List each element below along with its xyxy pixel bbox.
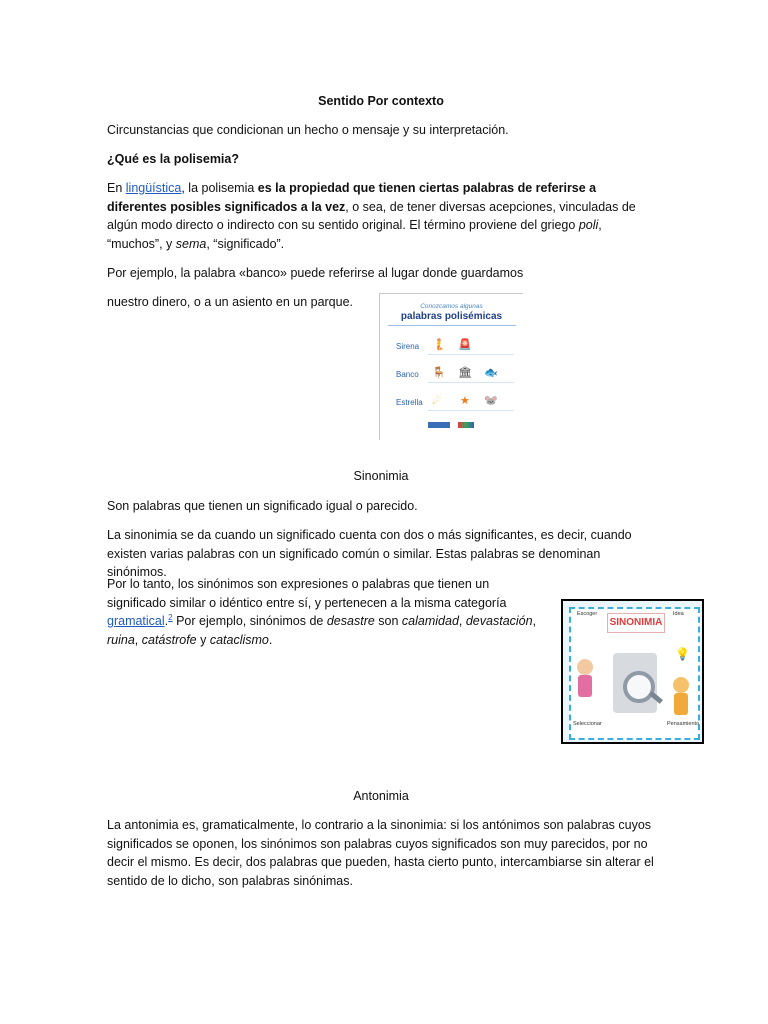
kid-boy-icon (673, 677, 689, 693)
bold-definition: es la propiedad que tienen ciertas palabras de referirse a diferentes posibles significados a la vez (107, 181, 597, 214)
paragraph-ejemplo-banco: Por ejemplo, la palabra «banco» puede referirse al lugar donde guardamos (107, 266, 524, 280)
figure-divider (388, 325, 516, 326)
italic-poli: poli (578, 218, 599, 232)
text-segment: , “significado”. (206, 236, 285, 251)
italic-devastacion: devastación (465, 614, 533, 628)
fish-school-icon: 🐟 (484, 367, 498, 379)
label-idea: Idea (673, 611, 684, 617)
figure-row-estrella: Estrella (396, 398, 423, 407)
paragraph-nuestro-dinero: nuestro dinero, o a un asiento en un parque. (107, 295, 354, 309)
italic-sema: sema (175, 236, 207, 251)
text-segment: Por lo tanto, los sinónimos son expresiones o palabras que tienen un significado similar o idéntico entre sí, y pertenecen a la misma categoría (107, 577, 507, 610)
magnifier-icon (623, 671, 655, 703)
paragraph-antonimia: La antonimia es, gramaticalmente, lo contrario a la sinonimia: si los antónimos son palabras cuyos significados se oponen, los sinónimos son palabras cuyos significados son muy parecidos, por no decir el mismo. Es decir, dos palabras que pueden, hasta cierto punto, intercambiarse sin alterar el sentido de lo dicho, son palabras sinónimas. (107, 818, 654, 888)
figure-title: palabras polisémicas (400, 311, 503, 322)
brand-logo-icon (458, 422, 474, 428)
italic-ruina: ruina (107, 632, 135, 647)
paragraph-sinonimos-ejemplo (107, 575, 547, 649)
starfish-icon: ★ (460, 395, 470, 407)
text-segment: son (374, 614, 402, 628)
link-gramatical[interactable]: gramatical (107, 614, 165, 628)
text-segment: , o sea, de tener diversas acepciones, vinculadas de algún modo directo o indirecto con su sentido original. El término proviene del griego (107, 199, 636, 232)
label-seleccionar: Seleccionar (573, 721, 602, 727)
italic-desastre: desastre (326, 614, 375, 628)
paragraph-polisemia-definition (107, 179, 655, 253)
figure-subtitle: Conozcamos algunas (420, 303, 483, 310)
italic-calamidad: calamidad (401, 614, 459, 628)
figure-row-banco: Banco (396, 370, 419, 379)
paragraph-sinonimia-intro: Son palabras que tienen un significado igual o parecido. (107, 499, 418, 513)
heading-que-es-polisemia: ¿Qué es la polisemia? (107, 152, 239, 166)
siren-light-icon: 🚨 (458, 339, 472, 351)
text-segment: En (107, 181, 126, 195)
link-linguistica[interactable]: lingüística (125, 181, 182, 195)
paragraph-circunstancias: Circunstancias que condicionan un hecho o mensaje y su interpretación. (107, 123, 509, 137)
figure-row-sirena: Sirena (396, 342, 420, 351)
mermaid-icon: 🧜 (432, 339, 446, 351)
kid-boy-body (674, 693, 688, 715)
text-segment: , (458, 614, 466, 628)
figure-banner: SINONIMIA (607, 613, 665, 633)
text-segment: Por ejemplo, sinónimos de (172, 614, 327, 628)
text-segment: , “muchos”, y (107, 218, 602, 251)
paragraph-sinonimia-definition: La sinonimia se da cuando un significado cuenta con dos o más significantes, es decir, cuando existen varias palabras con un significado común o similar. Estas palabras se denominan sinónimos. (107, 528, 632, 579)
text-segment: . (164, 614, 169, 628)
text-segment: , (532, 614, 537, 628)
bank-building-icon: 🏛 (458, 367, 472, 379)
lightbulb-icon: 💡 (675, 647, 690, 661)
cartoon-character-icon: 🐭 (484, 395, 498, 407)
text-segment: , la polisemia (181, 181, 258, 195)
heading-antonimia: Antonimia (353, 789, 409, 803)
publisher-logo-icon (428, 422, 450, 428)
row-line (428, 410, 514, 411)
figure-palabras-polisemicas (379, 293, 523, 440)
row-line (428, 382, 514, 383)
italic-catastrofe: catástrofe (141, 632, 197, 647)
kid-girl-icon (577, 659, 593, 675)
row-line (428, 354, 514, 355)
heading-sentido-por-contexto: Sentido Por contexto (318, 94, 444, 108)
text-segment: . (268, 632, 273, 647)
figure-sinonimia (561, 599, 704, 744)
italic-cataclismo: cataclismo (209, 632, 269, 647)
bench-icon: 🪑 (432, 367, 446, 379)
label-escoger: Escoger (577, 611, 598, 617)
footnote-link-2[interactable]: 2 (168, 612, 173, 622)
shooting-star-icon: ☄ (432, 395, 442, 407)
text-segment: y (196, 632, 210, 647)
text-segment: , (134, 632, 142, 647)
heading-sinonimia: Sinonimia (353, 469, 409, 483)
kid-girl-body (578, 675, 592, 697)
label-pensamiento: Pensamiento (667, 721, 700, 727)
